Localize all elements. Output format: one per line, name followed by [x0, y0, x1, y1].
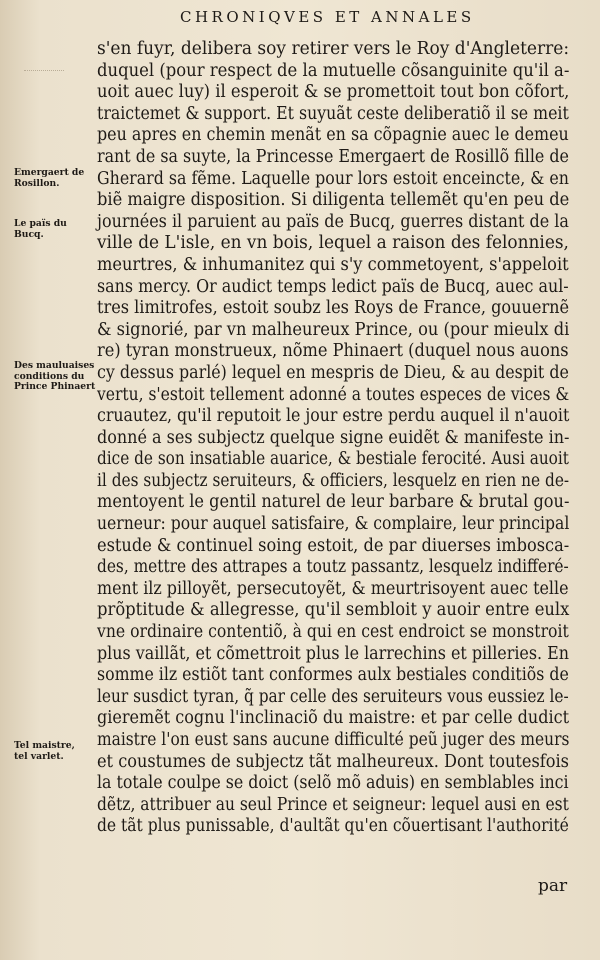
text-line: cy dessus parlé) lequel en mespris de Dieu, & au despit de — [97, 362, 569, 383]
marginal-note-line: Le païs du — [14, 218, 67, 229]
marginal-note-emergaert — [14, 168, 96, 189]
text-line: peu apres en chemin menãt en sa cõpagnie auec le demeu — [97, 125, 569, 146]
text-line: sans mercy. Or audict temps ledict païs de Bucq, auec aul- — [97, 276, 569, 297]
catchword: par — [538, 876, 568, 896]
marginal-note-tel-maistre — [14, 741, 96, 762]
running-head: CHRONIQVES ET ANNALES — [180, 8, 475, 26]
text-line: maistre l'on eust sans aucune difficulté peũ juger des meurs — [97, 730, 570, 750]
text-line: leur susdict tyran, q̃ par celle des seruiteurs vous eussiez le- — [97, 686, 569, 707]
text-line: journées il paruient au païs de Bucq, guerres distant de la — [97, 211, 569, 232]
text-line: dẽtz, attribuer au seul Prince et seigneur: lequel ausi en est — [97, 794, 569, 815]
text-line: s'en fuyr, delibera soy retirer vers le Roy d'Angleterre: — [97, 39, 570, 59]
marginal-note-line: Des mauluaises — [14, 360, 95, 371]
marginal-note-line: Tel maistre, — [14, 740, 75, 751]
text-line: vne ordinaire contentiõ, à qui en cest endroict se monstroit — [97, 622, 569, 643]
marginal-note-line: tel varlet. — [14, 750, 64, 762]
text-line: la totale coulpe se doict (selõ mõ aduis) en semblables inci — [97, 773, 569, 794]
text-line: ment ilz pilloyẽt, persecutoyẽt, & meurtrisoyent auec telle — [97, 578, 569, 599]
marginal-note-phinaert — [14, 361, 96, 393]
marginal-note-bucq — [14, 219, 96, 240]
text-line: mentoyent le gentil naturel de leur barbare & brutal gou- — [97, 492, 570, 513]
marginal-note-line: Prince Phinaert — [14, 381, 96, 392]
text-line: donné a ses subjectz quelque signe euidẽt & manifeste in- — [97, 427, 570, 448]
text-line: dice de son insatiable auarice, & bestiale ferocité. Ausi auoit — [97, 449, 569, 470]
text-line: prõptitude & allegresse, qu'il sembloit y auoir entre eulx — [97, 600, 570, 621]
marginal-note-line: Rosillon. — [14, 177, 60, 189]
marginal-note-line: Emergaert de — [14, 167, 85, 178]
text-line: duquel (pour respect de la mutuelle cõsanguinite qu'il a- — [97, 60, 570, 81]
text-line: biẽ maigre disposition. Si diligenta tellemẽt qu'en peu de — [97, 190, 570, 211]
text-line: uoit auec luy) il esperoit & se promettoit tout bon cõfort, — [97, 82, 570, 103]
text-line: cruautez, qu'il reputoit le jour estre perdu auquel il n'auoit — [97, 406, 570, 427]
text-line: des, mettre des attrapes a toutz passantz, lesquelz indifferé- — [97, 557, 569, 578]
text-line: somme ilz estiõt tant conformes aulx bestiales conditiõs de — [97, 665, 569, 686]
text-line: meurtres, & inhumanitez qui s'y commetoyent, s'appeloit — [97, 254, 569, 275]
text-line: rant de sa suyte, la Princesse Emergaert de Rosillõ fille de — [97, 146, 569, 167]
text-line: de tãt plus punissable, d'aultãt qu'en cõuertisant l'authorité — [97, 816, 569, 837]
text-line: traictemet & support. Et suyuãt ceste deliberatiõ il se meit — [97, 103, 569, 124]
text-line: & signorié, par vn malheureux Prince, ou (pour mieulx di — [97, 319, 570, 340]
text-line: vertu, s'estoit tellement adonné a toutes especes de vices & — [97, 384, 570, 405]
text-line: uerneur: pour auquel satisfaire, & complaire, leur principal — [97, 514, 570, 535]
text-line: Gherard sa fẽme. Laquelle pour lors estoit enceincte, & en — [97, 168, 569, 189]
text-line: tres limitrofes, estoit soubz les Roys de France, gouuernẽ — [97, 298, 570, 319]
text-line: ville de L'isle, en vn bois, lequel a raison des felonnies, — [97, 233, 569, 254]
text-line: et coustumes de subjectz tãt malheureux. Dont toutesfois — [97, 751, 569, 772]
text-line: re) tyran monstrueux, nõme Phinaert (duquel nous auons — [97, 341, 569, 362]
text-line: plus vaillãt, et cõmettroit plus le larrechins et pilleries. En — [97, 643, 569, 664]
text-line: il des subjectz seruiteurs, & officiers, lesquelz en rien ne de- — [97, 470, 570, 491]
margin-dotted-mark — [24, 70, 64, 71]
marginal-note-line: Bucq. — [14, 228, 44, 240]
main-text-block — [97, 39, 569, 838]
marginal-note-line: conditions du — [14, 370, 85, 382]
text-line: gieremẽt cognu l'inclinaciõ du maistre: et par celle dudict — [97, 708, 570, 729]
text-line: estude & continuel soing estoit, de par diuerses imboscа- — [97, 535, 570, 556]
